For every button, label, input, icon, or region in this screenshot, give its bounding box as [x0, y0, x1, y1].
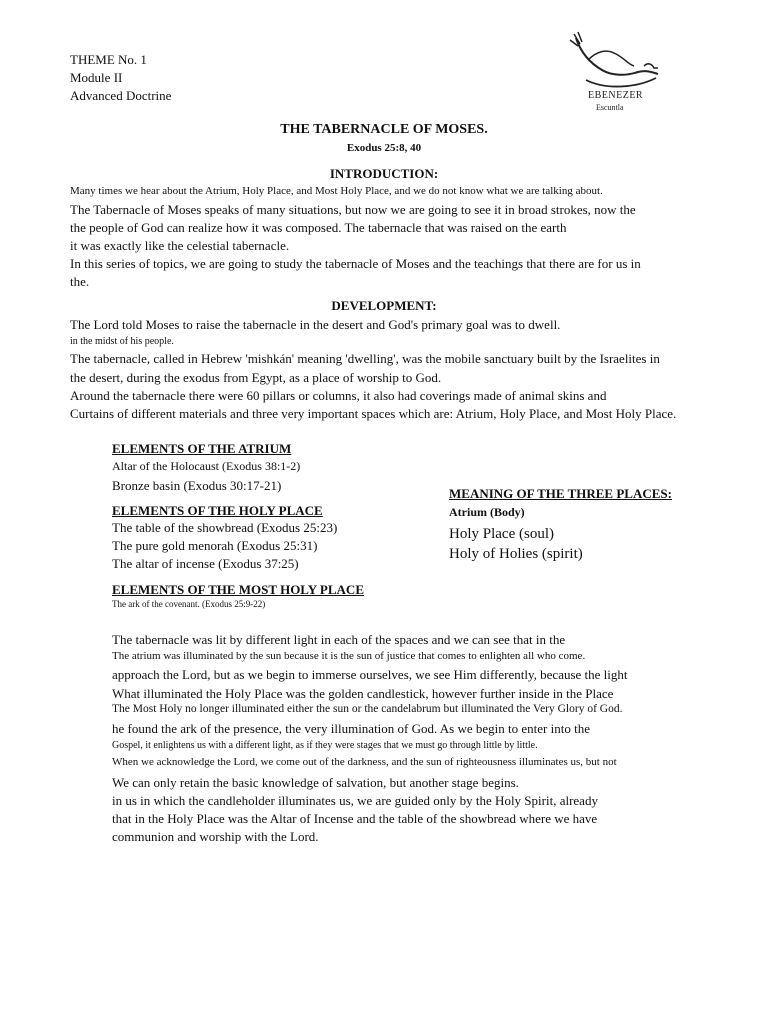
closing-line-10: in us in which the candleholder illuminates us, we are guided only by the Holy Spirit, already	[112, 793, 598, 808]
intro-line-2: The Tabernacle of Moses speaks of many situations, but now we are going to see it in broad strokes, now the	[70, 202, 636, 217]
closing-line-9: We can only retain the basic knowledge of salvation, but another stage begins.	[112, 775, 519, 790]
holy-place-heading: ELEMENTS OF THE HOLY PLACE	[112, 503, 323, 518]
introduction-heading: INTRODUCTION:	[329, 166, 439, 181]
intro-line-1: Many times we hear about the Atrium, Holy Place, and Most Holy Place, and we do not know what we are talking about.	[70, 185, 603, 197]
intro-line-5: In this series of topics, we are going to study the tabernacle of Moses and the teachings that there are for us in	[70, 256, 641, 271]
eagle-icon	[566, 30, 666, 90]
closing-line-6: he found the ark of the presence, the very illumination of God. As we begin to enter into the	[112, 721, 590, 736]
closing-line-11: that in the Holy Place was the Altar of Incense and the table of the showbread where we have	[112, 811, 598, 826]
closing-line-7: Gospel, it enlightens us with a different light, as if they were stages that we must go through little by little.	[112, 740, 538, 751]
atrium-item: Altar of the Holocaust (Exodus 38:1-2)	[112, 459, 301, 473]
closing-line-1: The tabernacle was lit by different light in each of the spaces and we can see that in the	[112, 632, 566, 647]
closing-line-5: The Most Holy no longer illuminated either the sun or the candelabrum but illuminated the Very Glory of God.	[112, 703, 623, 715]
atrium-item: Bronze basin (Exodus 30:17-21)	[112, 478, 282, 493]
closing-line-2: The atrium was illuminated by the sun because it is the sun of justice that comes to enlighten all who come.	[112, 650, 586, 662]
logo-subtitle: Escuntla	[596, 103, 624, 112]
holy-place-item: The altar of incense (Exodus 37:25)	[112, 556, 299, 571]
dev-line-5: Around the tabernacle there were 60 pillars or columns, it also had coverings made of animal skins and	[70, 388, 607, 403]
closing-line-12: communion and worship with the Lord.	[112, 829, 319, 844]
scripture-reference: Exodus 25:8, 40	[346, 142, 422, 154]
dev-line-6: Curtains of different materials and three very important spaces which are: Atrium, Holy Place, and Most Holy Place.	[70, 406, 677, 421]
module-label: Module II	[70, 70, 123, 85]
dev-line-2: in the midst of his people.	[70, 336, 174, 347]
holy-place-item: The pure gold menorah (Exodus 25:31)	[112, 538, 318, 553]
closing-line-4: What illuminated the Holy Place was the golden candlestick, however further inside in the Place	[112, 686, 614, 701]
closing-line-8: When we acknowledge the Lord, we come out of the darkness, and the sun of righteousness illuminates us, but not	[112, 756, 617, 768]
intro-line-4: it was exactly like the celestial tabernacle.	[70, 238, 290, 253]
logo	[566, 30, 666, 115]
meaning-item: Holy of Holies (spirit)	[449, 546, 583, 562]
dev-line-1: The Lord told Moses to raise the tabernacle in the desert and God's primary goal was to dwell.	[70, 317, 561, 332]
dev-line-3: The tabernacle, called in Hebrew 'mishkán' meaning 'dwelling', was the mobile sanctuary built by the Israelites in	[70, 351, 660, 366]
development-heading: DEVELOPMENT:	[331, 298, 437, 313]
atrium-heading: ELEMENTS OF THE ATRIUM	[112, 441, 292, 456]
logo-name: EBENEZER	[588, 90, 644, 101]
page-title: THE TABERNACLE OF MOSES.	[280, 122, 488, 137]
closing-line-3: approach the Lord, but as we begin to immerse ourselves, we see Him differently, because the light	[112, 667, 628, 682]
most-holy-heading: ELEMENTS OF THE MOST HOLY PLACE	[112, 582, 364, 597]
dev-line-4: the desert, during the exodus from Egypt, as a place of worship to God.	[70, 370, 442, 385]
theme-number: THEME No. 1	[70, 52, 147, 67]
meaning-item: Holy Place (soul)	[449, 526, 554, 542]
course-label: Advanced Doctrine	[70, 88, 172, 103]
intro-line-6: the.	[70, 274, 90, 289]
meaning-heading: MEANING OF THE THREE PLACES:	[449, 486, 672, 501]
holy-place-item: The table of the showbread (Exodus 25:23)	[112, 520, 338, 535]
intro-line-3: the people of God can realize how it was composed. The tabernacle that was raised on the earth	[70, 220, 567, 235]
meaning-item: Atrium (Body)	[449, 505, 525, 519]
most-holy-item: The ark of the covenant. (Exodus 25:9-22)	[112, 599, 266, 609]
